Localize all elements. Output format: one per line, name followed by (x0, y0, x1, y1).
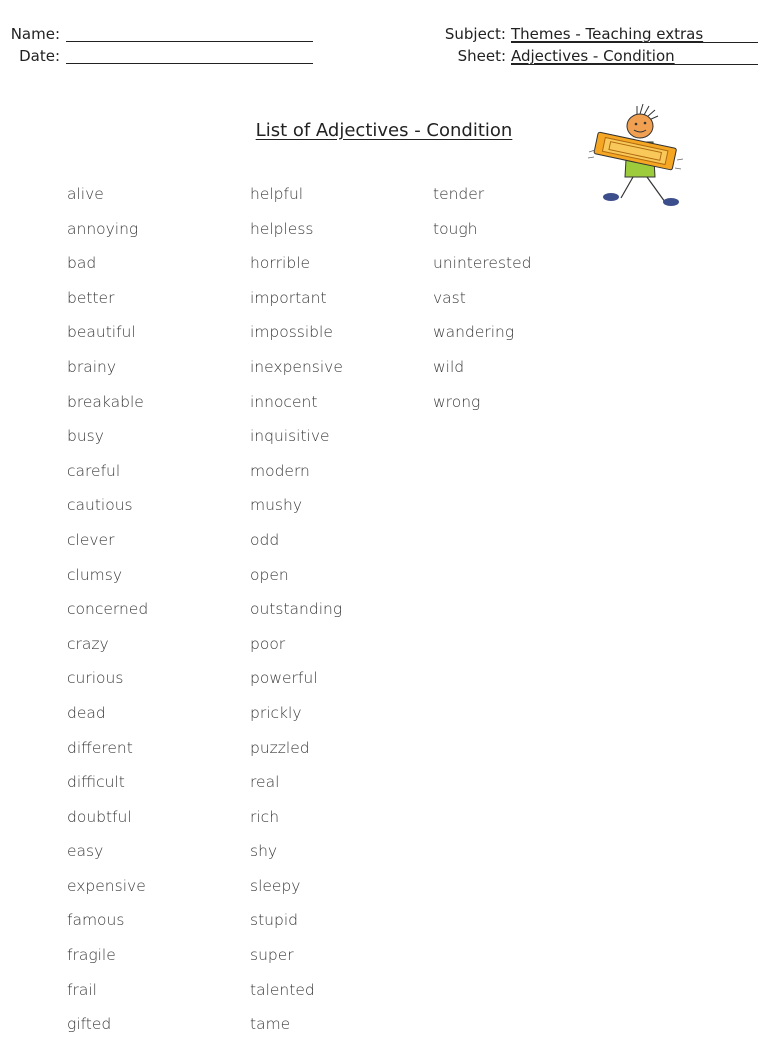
word-column-3 (433, 183, 532, 425)
adjective-item: doubtful (67, 807, 132, 826)
adjective-item: prickly (250, 703, 302, 722)
adjective-item: inquisitive (250, 427, 330, 446)
adjective-item: alive (67, 185, 104, 203)
date-line[interactable] (66, 63, 313, 64)
adjective-item: bad (67, 254, 97, 273)
adjective-item: tough (433, 219, 478, 238)
adjective-item: fragile (67, 946, 116, 965)
adjective-item: sleepy (250, 876, 301, 895)
adjective-item: important (250, 288, 327, 307)
adjective-item: rich (250, 807, 280, 826)
adjective-item: horrible (250, 254, 311, 273)
adjective-item: mushy (250, 496, 302, 515)
adjective-item: different (67, 738, 133, 757)
adjective-item: gifted (67, 1015, 112, 1034)
cartoon-child-carrying-tray-icon (585, 102, 685, 212)
adjective-item: annoying (67, 219, 139, 238)
sheet-value: Adjectives - Condition (511, 47, 675, 65)
adjective-item: talented (250, 980, 315, 999)
adjective-item: concerned (67, 600, 149, 619)
adjective-item: vast (433, 288, 466, 307)
sheet-line (511, 64, 758, 65)
adjective-item: impossible (250, 323, 333, 342)
word-column-1 (67, 183, 148, 1048)
adjective-item: frail (67, 980, 97, 999)
adjective-item: puzzled (250, 738, 310, 757)
name-label: Name: (10, 25, 60, 43)
date-label: Date: (19, 47, 60, 65)
adjective-item: tender (433, 185, 485, 203)
adjective-item: innocent (250, 392, 318, 411)
adjective-item: helpful (250, 185, 304, 203)
adjective-item: clumsy (67, 565, 122, 584)
sheet-label: Sheet: (457, 47, 506, 65)
adjective-item: tame (250, 1015, 291, 1034)
adjective-item: beautiful (67, 323, 136, 342)
adjective-item: busy (67, 427, 104, 446)
adjective-item: super (250, 946, 294, 965)
adjective-item: outstanding (250, 600, 343, 619)
adjective-item: difficult (67, 773, 125, 792)
adjective-item: better (67, 288, 115, 307)
adjective-item: cautious (67, 496, 133, 515)
adjective-item: real (250, 773, 280, 792)
adjective-item: inexpensive (250, 357, 343, 376)
adjective-item: odd (250, 530, 280, 549)
adjective-item: stupid (250, 911, 298, 930)
subject-line (511, 42, 758, 43)
adjective-item: crazy (67, 634, 109, 653)
adjective-item: famous (67, 911, 125, 930)
adjective-item: open (250, 565, 289, 584)
subject-value: Themes - Teaching extras (511, 25, 704, 43)
adjective-item: modern (250, 461, 310, 480)
adjective-item: dead (67, 703, 106, 722)
adjective-item: powerful (250, 669, 318, 688)
adjective-item: helpless (250, 219, 314, 238)
adjective-item: careful (67, 461, 121, 480)
name-line[interactable] (66, 41, 313, 42)
adjective-item: curious (67, 669, 124, 688)
adjective-item: uninterested (433, 254, 532, 273)
adjective-item: brainy (67, 357, 117, 376)
adjective-item: breakable (67, 392, 144, 411)
page-title: List of Adjectives - Condition (255, 120, 513, 141)
adjective-item: wandering (433, 323, 515, 342)
word-column-2 (250, 183, 343, 1048)
adjective-item: poor (250, 634, 286, 653)
adjective-item: wrong (433, 392, 481, 411)
adjective-item: clever (67, 530, 115, 549)
subject-label: Subject: (444, 25, 506, 43)
adjective-item: expensive (67, 876, 146, 895)
adjective-item: shy (250, 842, 278, 861)
adjective-item: wild (433, 357, 465, 376)
adjective-item: easy (67, 842, 104, 861)
